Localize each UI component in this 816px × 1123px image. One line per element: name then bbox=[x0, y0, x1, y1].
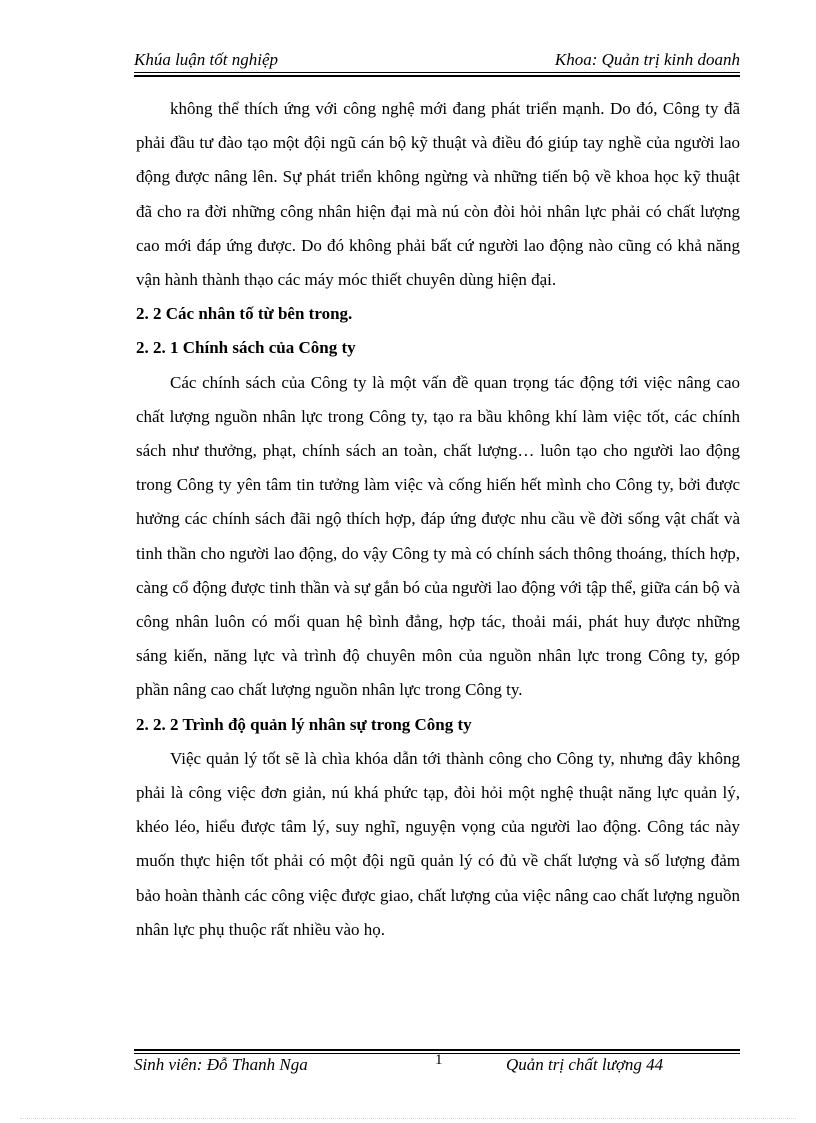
page-number: 1 bbox=[435, 1052, 443, 1068]
footer-student-name: Sinh viên: Đỗ Thanh Nga bbox=[134, 1055, 308, 1074]
header-thesis-title: Khúa luận tốt nghiệp bbox=[134, 50, 279, 69]
page-header bbox=[134, 48, 740, 72]
page-footer bbox=[134, 1054, 740, 1078]
header-rule-thick bbox=[134, 75, 740, 77]
header-rule-thin bbox=[134, 72, 740, 73]
page-body bbox=[136, 92, 740, 947]
section-heading-2-2: 2. 2 Các nhân tố từ bên trong. bbox=[136, 304, 353, 324]
section-heading-2-2-2: 2. 2. 2 Trình độ quản lý nhân sự trong Công ty bbox=[136, 714, 472, 734]
paragraph-company-policy: Các chính sách của Công ty là một vấn đề quan trọng tác động tới việc nâng cao chất lượng nguồn nhân lực trong Công ty, tạo ra bầu không khí làm việc tốt, các chính sách như thưởng, phạt, chính sách an toàn, chất lượng… luôn tạo cho người lao động trong Công ty yên tâm tin tưởng làm việc và cống hiến hết mình cho Công ty, bởi được hưởng các chính sách đãi ngộ thích hợp, đáp ứng được nhu cầu về đời sống vật chất và tinh thần cho người lao động, do vậy Công ty mà có chính sách thông thoáng, thích hợp, càng cổ động được tinh thần và sự gắn bó của người lao động với tập thể, giữa cán bộ và công nhân luôn có mối quan hệ bình đẳng, hợp tác, thoải mái, phát huy được những sáng kiến, năng lực và trình độ chuyên môn của nguồn nhân lực trong Công ty, góp phần nâng cao chất lượng nguồn nhân lực trong Công ty. bbox=[136, 372, 740, 700]
paragraph-continued: không thể thích ứng với công nghệ mới đang phát triển mạnh. Do đó, Công ty đã phải đầu tư đào tạo một đội ngũ cán bộ kỹ thuật và điều đó giúp tay nghề của người lao động được nâng lên. Sự phát triển không ngừng và những tiến bộ về khoa học kỹ thuật đã cho ra đời những công nhân hiện đại mà nú còn đòi hỏi nhân lực phải có chất lượng cao mới đáp ứng được. Do đó không phải bất cứ người lao động nào cũng có khả năng vận hành thành thạo các máy móc thiết chuyên dùng hiện đại. bbox=[136, 99, 740, 290]
page-bottom-edge bbox=[20, 1118, 796, 1119]
footer-rule-thick bbox=[134, 1049, 740, 1051]
section-heading-2-2-1: 2. 2. 1 Chính sách của Công ty bbox=[136, 338, 356, 358]
paragraph-hr-management: Việc quản lý tốt sẽ là chìa khóa dẫn tới thành công cho Công ty, nhưng đây không phải là công việc đơn giản, nú khá phức tạp, đòi hỏi một nghệ thuật năng lực quản lý, khéo léo, hiểu được tâm lý, suy nghĩ, nguyện vọng của người lao động. Công tác này muốn thực hiện tốt phải có một đội ngũ quản lý có đủ về chất lượng và số lượng đảm bảo hoàn thành các công việc được giao, chất lượng của việc nâng cao chất lượng nguồn nhân lực phụ thuộc rất nhiều vào họ. bbox=[136, 748, 740, 939]
header-faculty: Khoa: Quản trị kinh doanh bbox=[554, 50, 740, 69]
footer-course: Quản trị chất lượng 44 bbox=[506, 1055, 664, 1074]
